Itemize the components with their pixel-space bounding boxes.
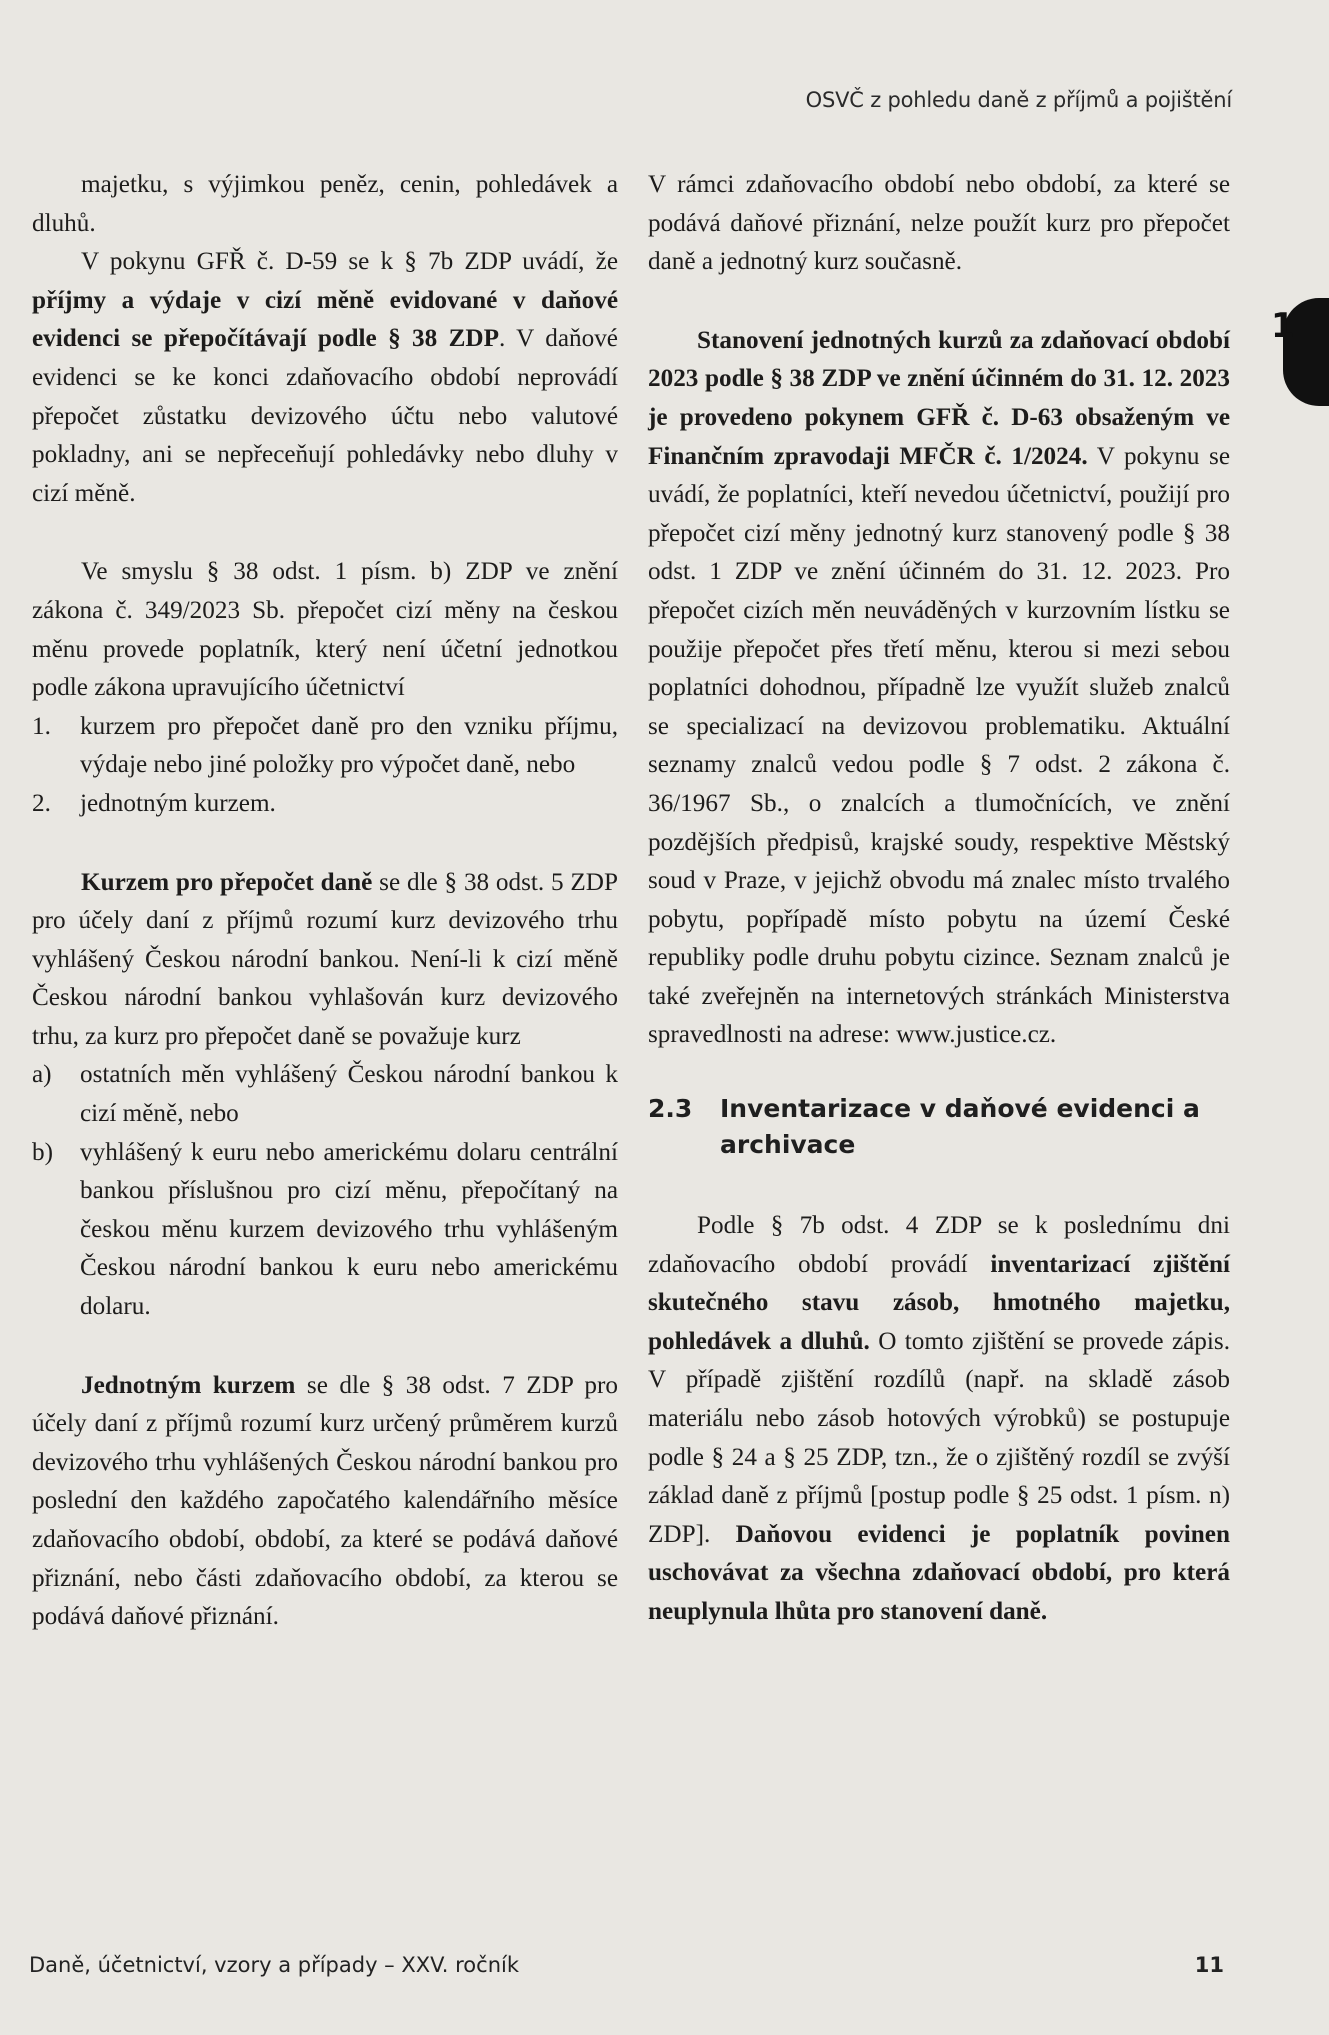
paragraph: Podle § 7b odst. 4 ZDP se k poslednímu dni zdaňovacího období provádí inventarizací zjištění skutečného stavu zásob, hmotného majetku, pohledávek a dluhů. O tomto zjištění se provede zápis. V případě zjištění rozdílů (např. na skladě zásob materiálu nebo zásob hotových výrobků) se postupuje podle § 24 a § 25 ZDP, tzn., že o zjištěný rozdíl se zvýší základ daně z příjmů [postup podle § 25 odst. 1 písm. n) ZDP]. Daňovou evidenci je poplatník povinen uschovávat za všechna zdaňovací období, pro která neuplynula lhůta pro stanovení daně. bbox=[648, 1212, 1231, 1625]
paragraph: Stanovení jednotných kurzů za zdaňovací období 2023 podle § 38 ZDP ve znění účinném do 31. 12. 2023 je provedeno pokynem GFŘ č. D-63 obsaženým ve Finančním zpravodaji MFČR č. 1/2024. V pokynu se uvádí, že poplatníci, kteří nevedou účetnictví, použijí pro přepočet cizí měny jednotný kurz stanovený podle § 38 odst. 1 ZDP ve znění účinném do 31. 12. 2023. Pro přepočet cizích měn neuváděných v kurzovním lístku se použije přepočet přes třetí měnu, kterou si mezi sebou poplatníci dohodnou, případně lze využít služeb znalců se specializací na devizovou problematiku. Aktuální seznamy znalců vedou podle § 7 odst. 2 zákona č. 36/1967 Sb., o znalcích a tlumočnících, ve znění pozdějších předpisů, krajské soudy, respektive Městský soud v Praze, v jejichž obvodu má znalec místo trvalého pobytu, popřípadě místo pobytu na území České republiky podle druhu pobytu cizince. Seznam znalců je také zveřejněn na internetových stránkách Ministerstva spravedlnosti na adrese: www.justice.cz. bbox=[648, 326, 1231, 1049]
page-number: 11 bbox=[1194, 1953, 1224, 1977]
section-title: Inventarizace v daňové evidenci a archivace bbox=[720, 1094, 1200, 1160]
paragraph: Kurzem pro přepočet daně se dle § 38 odst. 5 ZDP pro účely daní z příjmů rozumí kurz devizového trhu vyhlášený Českou národní bankou. Není-li k cizí měně Českou národní bankou vyhlašován kurz devizového trhu, za kurz pro přepočet daně se považuje kurz bbox=[32, 868, 619, 1050]
chapter-number: 1 bbox=[1271, 306, 1295, 346]
left-column bbox=[32, 166, 618, 1637]
paragraph: V rámci zdaňovacího období nebo období, za které se podává daňové přiznání, nelze použít kurz pro přepočet daně a jednotný kurz současně. bbox=[648, 171, 1230, 276]
section-heading bbox=[648, 1091, 1230, 1163]
paragraph: majetku, s výjimkou peněz, cenin, pohledávek a dluhů. bbox=[32, 171, 618, 237]
list-item: b) vyhlášený k euru nebo americkému dolaru centrální bankou příslušnou pro cizí měnu, přepočítaný na českou měnu kurzem devizového trhu vyhlášeným Českou národní bankou k euru nebo americkému dolaru. bbox=[32, 1138, 618, 1321]
right-column bbox=[648, 166, 1230, 1632]
footer-publication: Daně, účetnictví, vzory a případy – XXV. ročník bbox=[29, 1953, 520, 1977]
list-item: 2. jednotným kurzem. bbox=[32, 789, 276, 817]
paragraph: Jednotným kurzem se dle § 38 odst. 7 ZDP pro účely daní z příjmů rozumí kurz určený průměrem kurzů devizového trhu vyhlášených Českou národní bankou pro poslední den každého započatého kalendářního měsíce zdaňovacího období, období, za které se podává daňové přiznání, nebo části zdaňovacího období, za kterou se podává daňové přiznání. bbox=[32, 1371, 618, 1631]
section-number: 2.3 bbox=[648, 1094, 693, 1124]
list-item: a) ostatních měn vyhlášený Českou národní bankou k cizí měně, nebo bbox=[32, 1061, 618, 1128]
paragraph: Ve smyslu § 38 odst. 1 písm. b) ZDP ve znění zákona č. 349/2023 Sb. přepočet cizí měny na českou měnu provede poplatník, který není účetní jednotkou podle zákona upravujícího účetnictví bbox=[32, 558, 618, 702]
chapter-tab-marker bbox=[1271, 298, 1329, 406]
numbered-list bbox=[32, 708, 618, 824]
running-header: OSVČ z pohledu daně z příjmů a pojištění bbox=[805, 88, 1232, 112]
lettered-list bbox=[32, 1056, 618, 1326]
list-item: 1. kurzem pro přepočet daně pro den vzniku příjmu, výdaje nebo jiné položky pro výpočet daně, nebo bbox=[32, 712, 618, 779]
paragraph: V pokynu GFŘ č. D-59 se k § 7b ZDP uvádí, že příjmy a výdaje v cizí měně evidované v daňové evidenci se přepočítávají podle § 38 ZDP. V daňové evidenci se ke konci zdaňovacího období neprovádí přepočet zůstatku devizového účtu nebo valutové pokladny, ani se nepřeceňují pohledávky nebo dluhy v cizí měně. bbox=[32, 248, 618, 507]
